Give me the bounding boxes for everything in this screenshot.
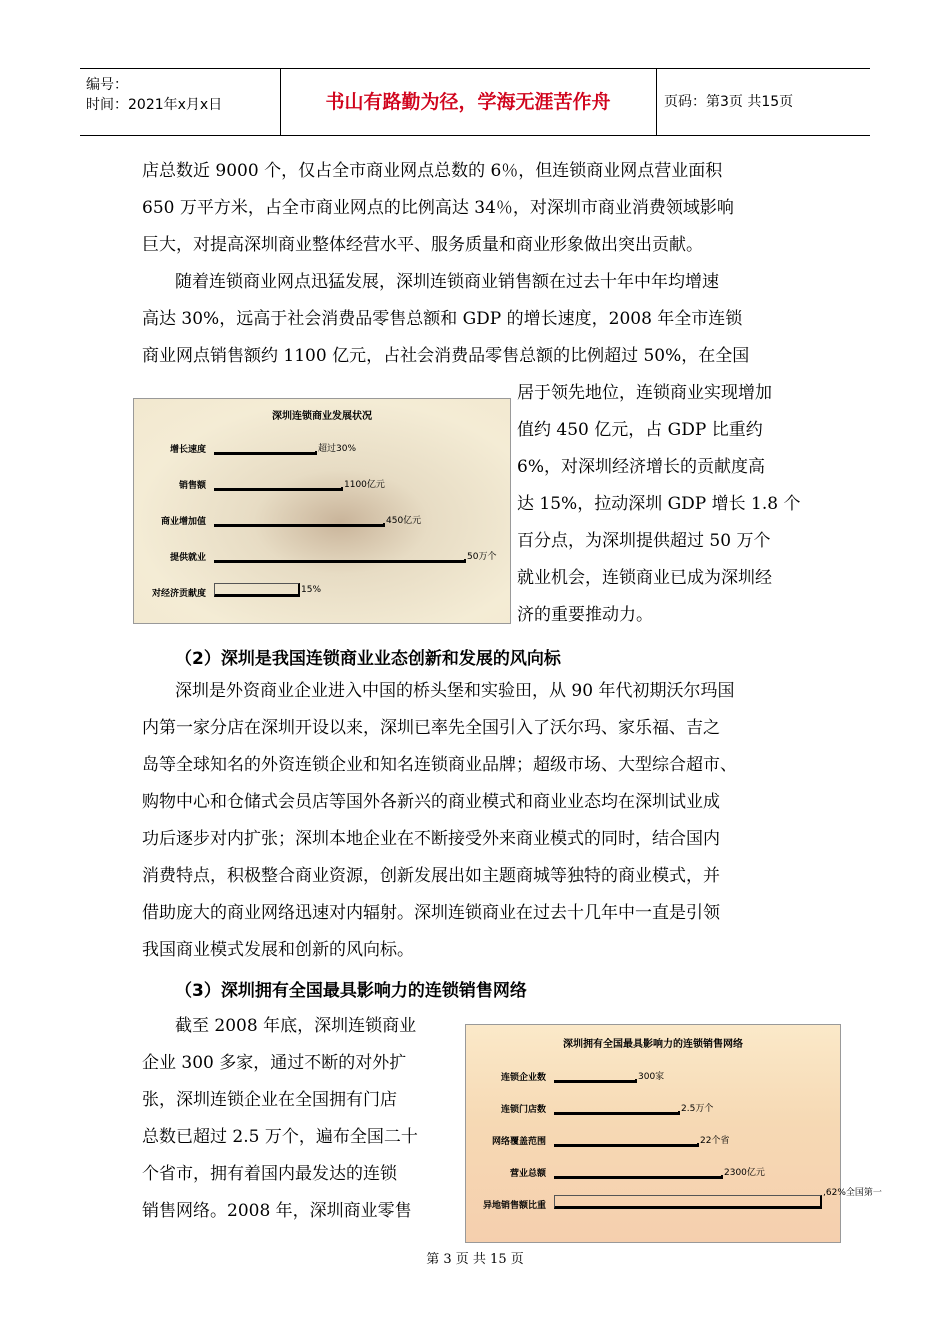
paragraph-line: 个省市，拥有着国内最发达的连锁 (142, 1164, 397, 1184)
chart-value-label: 2.5万个 (681, 1104, 714, 1114)
paragraph-line: 商业网点销售额约 1100 亿元，占社会消费品零售总额的比例超过 50%，在全国 (142, 346, 750, 366)
chart-title: 深圳连锁商业发展状况 (272, 411, 372, 422)
paragraph-line: 达 15%，拉动深圳 GDP 增长 1.8 个 (517, 494, 801, 514)
paragraph-line: 就业机会，连锁商业已成为深圳经 (517, 568, 772, 588)
paragraph-line: 6%，对深圳经济增长的贡献度高 (517, 457, 765, 477)
paragraph-line: 企业 300 多家，通过不断的对外扩 (142, 1053, 407, 1073)
paragraph-line: 随着连锁商业网点迅猛发展，深圳连锁商业销售额在过去十年中年均增速 (175, 272, 719, 292)
chart-category-label: 商业增加值 (160, 517, 206, 527)
chart-value-label: 15% (301, 585, 322, 595)
chart-sales-network (465, 1024, 882, 1243)
paragraph-line: 居于领先地位，连锁商业实现增加 (517, 383, 772, 403)
paragraph-line: 我国商业模式发展和创新的风向标。 (142, 940, 414, 960)
paragraph-line: 济的重要推动力。 (517, 605, 653, 625)
chart-value-label: 2300亿元 (724, 1168, 765, 1178)
paragraph-line: 内第一家分店在深圳开设以来，深圳已率先全国引入了沃尔玛、家乐福、吉之 (142, 718, 720, 738)
paragraph-line: 张，深圳连锁企业在全国拥有门店 (142, 1090, 397, 1110)
chart-value-label: 22个省 (700, 1136, 730, 1146)
chart-category-label: 对经济贡献度 (151, 589, 206, 599)
page-header (80, 68, 870, 136)
chart-value-label: 1100亿元 (344, 480, 385, 490)
paragraph-line: 巨大，对提高深圳商业整体经营水平、服务质量和商业形象做出突出贡献。 (142, 235, 703, 255)
chart-category-label: 增长速度 (169, 445, 206, 455)
chart-category-label: 销售额 (178, 481, 206, 491)
chart-category-label: 连锁门店数 (500, 1105, 546, 1115)
chart-bar (554, 1079, 637, 1083)
section-heading: （3）深圳拥有全国最具影响力的连锁销售网络 (175, 981, 527, 1001)
chart-category-label: 异地销售额比重 (482, 1201, 546, 1211)
chart-bar (214, 583, 300, 597)
chart-category-label: 网络覆盖范围 (491, 1137, 546, 1147)
paragraph-line: 消费特点，积极整合商业资源，创新发展出如主题商城等独特的商业模式，并 (142, 866, 720, 886)
chart-value-label: 50万个 (467, 552, 497, 562)
paragraph-line: 购物中心和仓储式会员店等国外各新兴的商业模式和商业业态均在深圳试业成 (142, 792, 720, 812)
paragraph-line: 岛等全球知名的外资连锁企业和知名连锁商业品牌；超级市场、大型综合超市、 (142, 755, 737, 775)
paragraph-line: 截至 2008 年底，深圳连锁商业 (175, 1016, 417, 1036)
chart-bar (214, 451, 317, 455)
paragraph-line: 总数已超过 2.5 万个，遍布全国二十 (142, 1127, 418, 1147)
chart-bar (554, 1143, 699, 1147)
chart-bar (554, 1175, 723, 1179)
chart-development-status (133, 398, 511, 624)
chart-value-label: 超过30% (318, 444, 357, 454)
paragraph-line: 借助庞大的商业网络迅速对内辐射。深圳连锁商业在过去十几年中一直是引领 (142, 903, 720, 923)
chart-category-label: 营业总额 (509, 1169, 546, 1179)
chart-bar (214, 523, 385, 527)
header-meta (86, 75, 222, 115)
paragraph-line: 销售网络。2008 年，深圳商业零售 (142, 1201, 412, 1221)
chart-bar (214, 559, 466, 563)
paragraph-line: 百分点，为深圳提供超过 50 万个 (517, 531, 771, 551)
paragraph-line: 店总数近 9000 个，仅占全市商业网点总数的 6％，但连锁商业网点营业面积 (142, 161, 723, 181)
document-number-label: 编号： (86, 77, 128, 93)
section-heading: （2）深圳是我国连锁商业业态创新和发展的风向标 (175, 649, 561, 669)
chart-title: 深圳拥有全国最具影响力的连锁销售网络 (563, 1039, 743, 1050)
chart-value-label: 300家 (638, 1072, 665, 1082)
chart-bar (214, 487, 343, 491)
chart-value-label: 450亿元 (386, 516, 422, 526)
chart-category-label: 连锁企业数 (500, 1073, 546, 1083)
header-page-info: 页码：第3页 共15页 (664, 94, 794, 110)
document-date: 时间：2021年x月x日 (86, 97, 223, 113)
paragraph-line: 650 万平方米，占全市商业网点的比例高达 34％，对深圳市商业消费领域影响 (142, 198, 734, 218)
page-footer: 第 3 页 共 15 页 (426, 1252, 524, 1267)
chart-category-label: 提供就业 (169, 553, 206, 563)
chart-value-label: ,62%全国第一 (823, 1188, 882, 1198)
chart-bar (554, 1195, 822, 1209)
paragraph-line: 功后逐步对内扩张；深圳本地企业在不断接受外来商业模式的同时，结合国内 (142, 829, 720, 849)
paragraph-line: 值约 450 亿元，占 GDP 比重约 (517, 420, 763, 440)
header-motto: 书山有路勤为径，学海无涯苦作舟 (325, 91, 611, 113)
header-divider (656, 69, 657, 135)
chart-bar (554, 1111, 680, 1115)
paragraph-line: 深圳是外资商业企业进入中国的桥头堡和实验田，从 90 年代初期沃尔玛国 (175, 681, 735, 701)
paragraph-line: 高达 30%，远高于社会消费品零售总额和 GDP 的增长速度，2008 年全市连锁 (142, 309, 743, 329)
